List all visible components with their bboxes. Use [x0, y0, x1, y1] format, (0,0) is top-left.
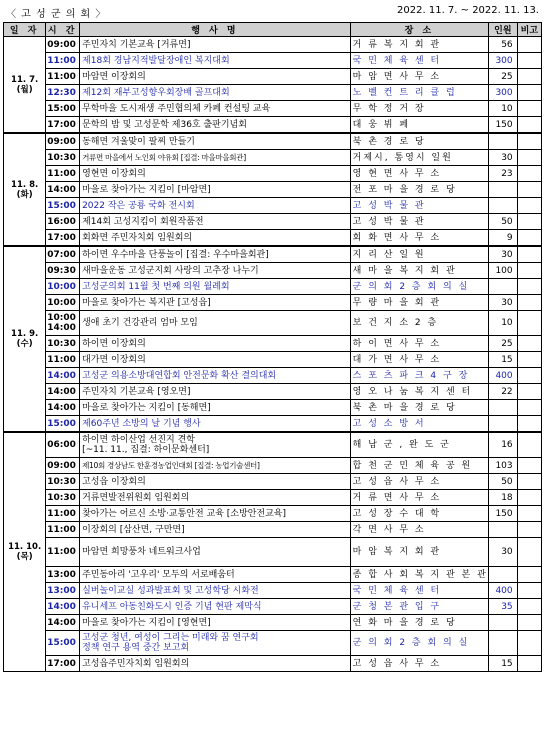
event-time-cell: 17:00 [46, 117, 80, 134]
event-note-cell [517, 295, 541, 311]
col-header-location: 장 소 [350, 23, 488, 37]
event-count-cell: 103 [489, 458, 518, 474]
event-note-cell [517, 506, 541, 522]
table-row [4, 522, 542, 538]
event-location-cell: 북 촌 경 로 당 [350, 133, 488, 150]
event-note-cell [517, 69, 541, 85]
event-time-cell: 10:30 [46, 336, 80, 352]
event-location-cell: 고 성 읍 사 무 소 [350, 474, 488, 490]
event-location-cell: 국 민 체 육 센 터 [350, 583, 488, 599]
event-note-cell [517, 368, 541, 384]
event-time-cell: 17:00 [46, 656, 80, 672]
event-name-cell: 고성군 청년, 여성이 그리는 미래와 꿈 연구회 정책 연구 용역 중간 보고회 [80, 631, 351, 656]
schedule-body [4, 37, 542, 672]
event-count-cell [489, 400, 518, 416]
event-location-cell: 대 웅 뷔 페 [350, 117, 488, 134]
event-note-cell [517, 182, 541, 198]
event-time-cell: 11:00 [46, 506, 80, 522]
event-location-cell: 대 가 면 사 무 소 [350, 352, 488, 368]
event-count-cell [489, 522, 518, 538]
table-row [4, 69, 542, 85]
table-row [4, 400, 542, 416]
table-row [4, 263, 542, 279]
table-row [4, 656, 542, 672]
event-location-cell: 군 의 회 2 층 회 의 실 [350, 279, 488, 295]
event-note-cell [517, 400, 541, 416]
event-note-cell [517, 279, 541, 295]
event-time-cell: 10:30 [46, 490, 80, 506]
event-time-cell: 09:00 [46, 133, 80, 150]
event-time-cell: 09:00 [46, 458, 80, 474]
event-name-cell: 실버놀이교실 성과발표회 및 고성학당 시화전 [80, 583, 351, 599]
col-header-note: 비고 [517, 23, 541, 37]
table-row [4, 117, 542, 134]
event-count-cell [489, 567, 518, 583]
event-note-cell [517, 432, 541, 458]
event-time-cell: 15:00 [46, 416, 80, 433]
event-count-cell: 150 [489, 506, 518, 522]
event-note-cell [517, 416, 541, 433]
event-note-cell [517, 336, 541, 352]
event-location-cell: 하 이 면 사 무 소 [350, 336, 488, 352]
event-location-cell: 무 학 정 거 장 [350, 101, 488, 117]
event-count-cell: 50 [489, 474, 518, 490]
event-time-cell: 11:00 [46, 538, 80, 567]
event-note-cell [517, 198, 541, 214]
event-name-cell: 생애 초기 건강관리 엄마 모임 [80, 311, 351, 336]
table-row [4, 53, 542, 69]
event-time-cell: 10:30 [46, 150, 80, 166]
table-row [4, 336, 542, 352]
event-name-cell: 대가면 이장회의 [80, 352, 351, 368]
event-time-cell: 11:00 [46, 69, 80, 85]
event-location-cell: 해 남 군 , 완 도 군 [350, 432, 488, 458]
event-name-cell: 문학의 밤 및 고성문학 제36호 출판기념회 [80, 117, 351, 134]
col-header-time: 시 간 [46, 23, 80, 37]
event-location-cell: 지 리 산 일 원 [350, 246, 488, 263]
event-time-cell: 10:00 [46, 279, 80, 295]
event-count-cell [489, 182, 518, 198]
event-location-cell: 국 민 체 육 센 터 [350, 53, 488, 69]
event-location-cell: 마 암 복 지 회 관 [350, 538, 488, 567]
event-count-cell: 50 [489, 214, 518, 230]
event-note-cell [517, 311, 541, 336]
day-date-cell: 11. 10.(목) [4, 432, 46, 672]
event-note-cell [517, 85, 541, 101]
event-location-cell: 고 성 소 방 서 [350, 416, 488, 433]
event-name-cell: 제60주년 소방의 날 기념 행사 [80, 416, 351, 433]
event-note-cell [517, 133, 541, 150]
event-time-cell: 14:00 [46, 599, 80, 615]
table-row [4, 458, 542, 474]
event-location-cell: 거 류 면 사 무 소 [350, 490, 488, 506]
event-time-cell: 15:00 [46, 631, 80, 656]
event-name-cell: 거류면 마을에서 노인회 야유회 [집결: 마을마을회관] [80, 150, 351, 166]
table-row [4, 279, 542, 295]
event-time-cell: 14:00 [46, 615, 80, 631]
event-name-cell: 새마을운동 고성군지회 사랑의 고추장 나누기 [80, 263, 351, 279]
event-location-cell: 고 성 박 물 관 [350, 198, 488, 214]
event-name-cell: 주민동아리 '고우리' 모두의 서로배움터 [80, 567, 351, 583]
event-count-cell: 150 [489, 117, 518, 134]
col-header-event: 행 사 명 [80, 23, 351, 37]
event-note-cell [517, 214, 541, 230]
event-count-cell: 300 [489, 85, 518, 101]
event-note-cell [517, 538, 541, 567]
event-time-cell: 15:00 [46, 101, 80, 117]
event-time-cell: 10:30 [46, 474, 80, 490]
event-time-cell: 06:00 [46, 432, 80, 458]
event-count-cell: 15 [489, 656, 518, 672]
event-name-cell: 무학마을 도시재생 주민협의체 카페 컨설팅 교육 [80, 101, 351, 117]
table-row [4, 538, 542, 567]
event-time-cell: 12:30 [46, 85, 80, 101]
event-note-cell [517, 263, 541, 279]
event-count-cell: 30 [489, 150, 518, 166]
schedule-period: 2022. 11. 7. ~ 2022. 11. 13. [397, 5, 539, 16]
table-row [4, 311, 542, 336]
event-location-cell: 노 벨 컨 트 리 클 럽 [350, 85, 488, 101]
event-count-cell: 25 [489, 336, 518, 352]
event-count-cell: 15 [489, 352, 518, 368]
table-row [4, 37, 542, 53]
event-count-cell: 400 [489, 368, 518, 384]
event-note-cell [517, 101, 541, 117]
table-row [4, 615, 542, 631]
event-note-cell [517, 567, 541, 583]
event-count-cell: 9 [489, 230, 518, 247]
event-note-cell [517, 615, 541, 631]
event-name-cell: 마을로 찾아가는 지킴이 [마암면] [80, 182, 351, 198]
event-note-cell [517, 117, 541, 134]
page-header [0, 0, 545, 22]
event-name-cell: 주민자치 기본교육 [영오면] [80, 384, 351, 400]
table-row [4, 384, 542, 400]
event-note-cell [517, 490, 541, 506]
event-time-cell: 07:00 [46, 246, 80, 263]
col-header-count: 인원 [489, 23, 518, 37]
event-count-cell: 10 [489, 311, 518, 336]
event-location-cell: 군 청 본 관 입 구 [350, 599, 488, 615]
event-name-cell: 마암면 희망풍차 네트워크사업 [80, 538, 351, 567]
event-name-cell: 고성읍주민자치회 임원회의 [80, 656, 351, 672]
table-row [4, 416, 542, 433]
event-location-cell: 합 천 군 민 체 육 공 원 [350, 458, 488, 474]
event-time-cell: 14:00 [46, 368, 80, 384]
event-note-cell [517, 246, 541, 263]
event-time-cell: 09:30 [46, 263, 80, 279]
event-time-cell: 14:00 [46, 182, 80, 198]
event-location-cell: 새 마 을 복 지 회 관 [350, 263, 488, 279]
table-row [4, 432, 542, 458]
event-location-cell: 무 량 마 을 회 관 [350, 295, 488, 311]
event-location-cell: 군 의 회 2 층 회 의 실 [350, 631, 488, 656]
event-time-cell: 13:00 [46, 567, 80, 583]
page-title: 〈 고 성 군 의 회 〉 [6, 9, 107, 20]
event-name-cell: 고성읍 이장회의 [80, 474, 351, 490]
event-note-cell [517, 352, 541, 368]
event-name-cell: 마암면 이장회의 [80, 69, 351, 85]
table-row [4, 295, 542, 311]
event-name-cell: 제14회 고성지킴이 회원작품전 [80, 214, 351, 230]
event-time-cell: 13:00 [46, 583, 80, 599]
event-time-cell: 16:00 [46, 214, 80, 230]
table-row [4, 182, 542, 198]
event-location-cell: 연 화 마 을 경 로 당 [350, 615, 488, 631]
event-count-cell: 10 [489, 101, 518, 117]
event-name-cell: 주민자치 기본교육 [거류면] [80, 37, 351, 53]
event-count-cell: 25 [489, 69, 518, 85]
event-note-cell [517, 53, 541, 69]
event-name-cell: 거류면발전위원회 임원회의 [80, 490, 351, 506]
event-time-cell: 17:00 [46, 230, 80, 247]
event-time-cell: 10:00 14:00 [46, 311, 80, 336]
table-row [4, 631, 542, 656]
event-location-cell: 종 합 사 회 복 지 관 본 관 [350, 567, 488, 583]
event-location-cell: 각 면 사 무 소 [350, 522, 488, 538]
table-row [4, 214, 542, 230]
event-name-cell: 하이면 이장회의 [80, 336, 351, 352]
event-name-cell: 이장회의 [삼산면, 구만면] [80, 522, 351, 538]
event-note-cell [517, 230, 541, 247]
table-row [4, 599, 542, 615]
event-count-cell [489, 615, 518, 631]
event-name-cell: 마을로 찾아가는 지킴이 [동해면] [80, 400, 351, 416]
event-time-cell: 10:00 [46, 295, 80, 311]
day-date-cell: 11. 8.(화) [4, 133, 46, 246]
event-location-cell: 전 포 마 을 경 로 당 [350, 182, 488, 198]
table-row [4, 230, 542, 247]
event-name-cell: 유니세프 아동친화도시 인증 기념 현판 제막식 [80, 599, 351, 615]
table-row [4, 474, 542, 490]
event-name-cell: 제18회 경남지적발달장애인 복지대회 [80, 53, 351, 69]
event-count-cell: 300 [489, 53, 518, 69]
event-count-cell: 23 [489, 166, 518, 182]
event-name-cell: 하이면 하이산업 선진지 견학 [~11. 11., 집결: 하이문화센터] [80, 432, 351, 458]
table-row [4, 567, 542, 583]
table-row [4, 352, 542, 368]
schedule-table [3, 22, 542, 672]
table-row [4, 506, 542, 522]
event-location-cell: 영 현 면 사 무 소 [350, 166, 488, 182]
event-note-cell [517, 150, 541, 166]
event-name-cell: 고성군 의용소방대연합회 안전문화 확산 결의대회 [80, 368, 351, 384]
event-note-cell [517, 631, 541, 656]
event-note-cell [517, 599, 541, 615]
event-note-cell [517, 37, 541, 53]
table-row [4, 166, 542, 182]
event-location-cell: 영 오 나 눔 복 지 센 터 [350, 384, 488, 400]
event-note-cell [517, 522, 541, 538]
table-row [4, 583, 542, 599]
event-time-cell: 11:00 [46, 522, 80, 538]
event-name-cell: 마을로 찾아가는 복지관 [고성읍] [80, 295, 351, 311]
event-name-cell: 제12회 재부고성향우회장배 골프대회 [80, 85, 351, 101]
event-location-cell: 고 성 장 수 대 학 [350, 506, 488, 522]
event-name-cell: 고성군의회 11월 첫 번째 의원 월례회 [80, 279, 351, 295]
event-count-cell: 100 [489, 263, 518, 279]
event-note-cell [517, 583, 541, 599]
event-name-cell: 2022 작은 공룡 국화 전시회 [80, 198, 351, 214]
event-note-cell [517, 474, 541, 490]
event-note-cell [517, 384, 541, 400]
event-time-cell: 15:00 [46, 198, 80, 214]
event-time-cell: 11:00 [46, 166, 80, 182]
table-row [4, 246, 542, 263]
event-count-cell: 22 [489, 384, 518, 400]
event-time-cell: 14:00 [46, 384, 80, 400]
table-row [4, 198, 542, 214]
event-location-cell: 고 성 박 물 관 [350, 214, 488, 230]
event-name-cell: 하이면 우수마을 단풍놀이 [집결: 우수마을회관] [80, 246, 351, 263]
event-location-cell: 고 성 읍 사 무 소 [350, 656, 488, 672]
event-location-cell: 마 암 면 사 무 소 [350, 69, 488, 85]
event-count-cell: 30 [489, 246, 518, 263]
event-name-cell: 영현면 이장회의 [80, 166, 351, 182]
event-note-cell [517, 458, 541, 474]
event-location-cell: 북 촌 마 을 경 로 당 [350, 400, 488, 416]
event-count-cell [489, 133, 518, 150]
event-time-cell: 09:00 [46, 37, 80, 53]
event-name-cell: 동해면 겨울맞이 팔찌 만들기 [80, 133, 351, 150]
col-header-date: 일 자 [4, 23, 46, 37]
table-row [4, 490, 542, 506]
event-name-cell: 찾아가는 어르신 소방·교통안전 교육 [소방안전교육] [80, 506, 351, 522]
event-time-cell: 14:00 [46, 400, 80, 416]
event-count-cell: 30 [489, 295, 518, 311]
table-header-row [4, 23, 542, 37]
event-time-cell: 11:00 [46, 53, 80, 69]
table-row [4, 150, 542, 166]
event-location-cell: 보 건 지 소 2 층 [350, 311, 488, 336]
event-location-cell: 거제시, 통영시 일원 [350, 150, 488, 166]
event-location-cell: 회 화 면 사 무 소 [350, 230, 488, 247]
event-note-cell [517, 656, 541, 672]
table-row [4, 101, 542, 117]
event-count-cell [489, 416, 518, 433]
event-count-cell [489, 198, 518, 214]
event-count-cell [489, 279, 518, 295]
event-location-cell: 거 류 복 지 회 관 [350, 37, 488, 53]
event-time-cell: 11:00 [46, 352, 80, 368]
event-count-cell: 400 [489, 583, 518, 599]
day-date-cell: 11. 7.(월) [4, 37, 46, 134]
event-count-cell: 30 [489, 538, 518, 567]
event-name-cell: 제10회 경상남도 한훈경농업인대회 [집결: 농업기술센터] [80, 458, 351, 474]
event-count-cell: 16 [489, 432, 518, 458]
event-count-cell [489, 631, 518, 656]
event-count-cell: 56 [489, 37, 518, 53]
event-count-cell: 18 [489, 490, 518, 506]
table-row [4, 133, 542, 150]
table-row [4, 85, 542, 101]
table-row [4, 368, 542, 384]
day-date-cell: 11. 9.(수) [4, 246, 46, 432]
event-count-cell: 35 [489, 599, 518, 615]
event-location-cell: 스 포 츠 파 크 4 구 장 [350, 368, 488, 384]
event-name-cell: 회화면 주민자치회 임원회의 [80, 230, 351, 247]
event-note-cell [517, 166, 541, 182]
event-name-cell: 마을로 찾아가는 지킴이 [영현면] [80, 615, 351, 631]
